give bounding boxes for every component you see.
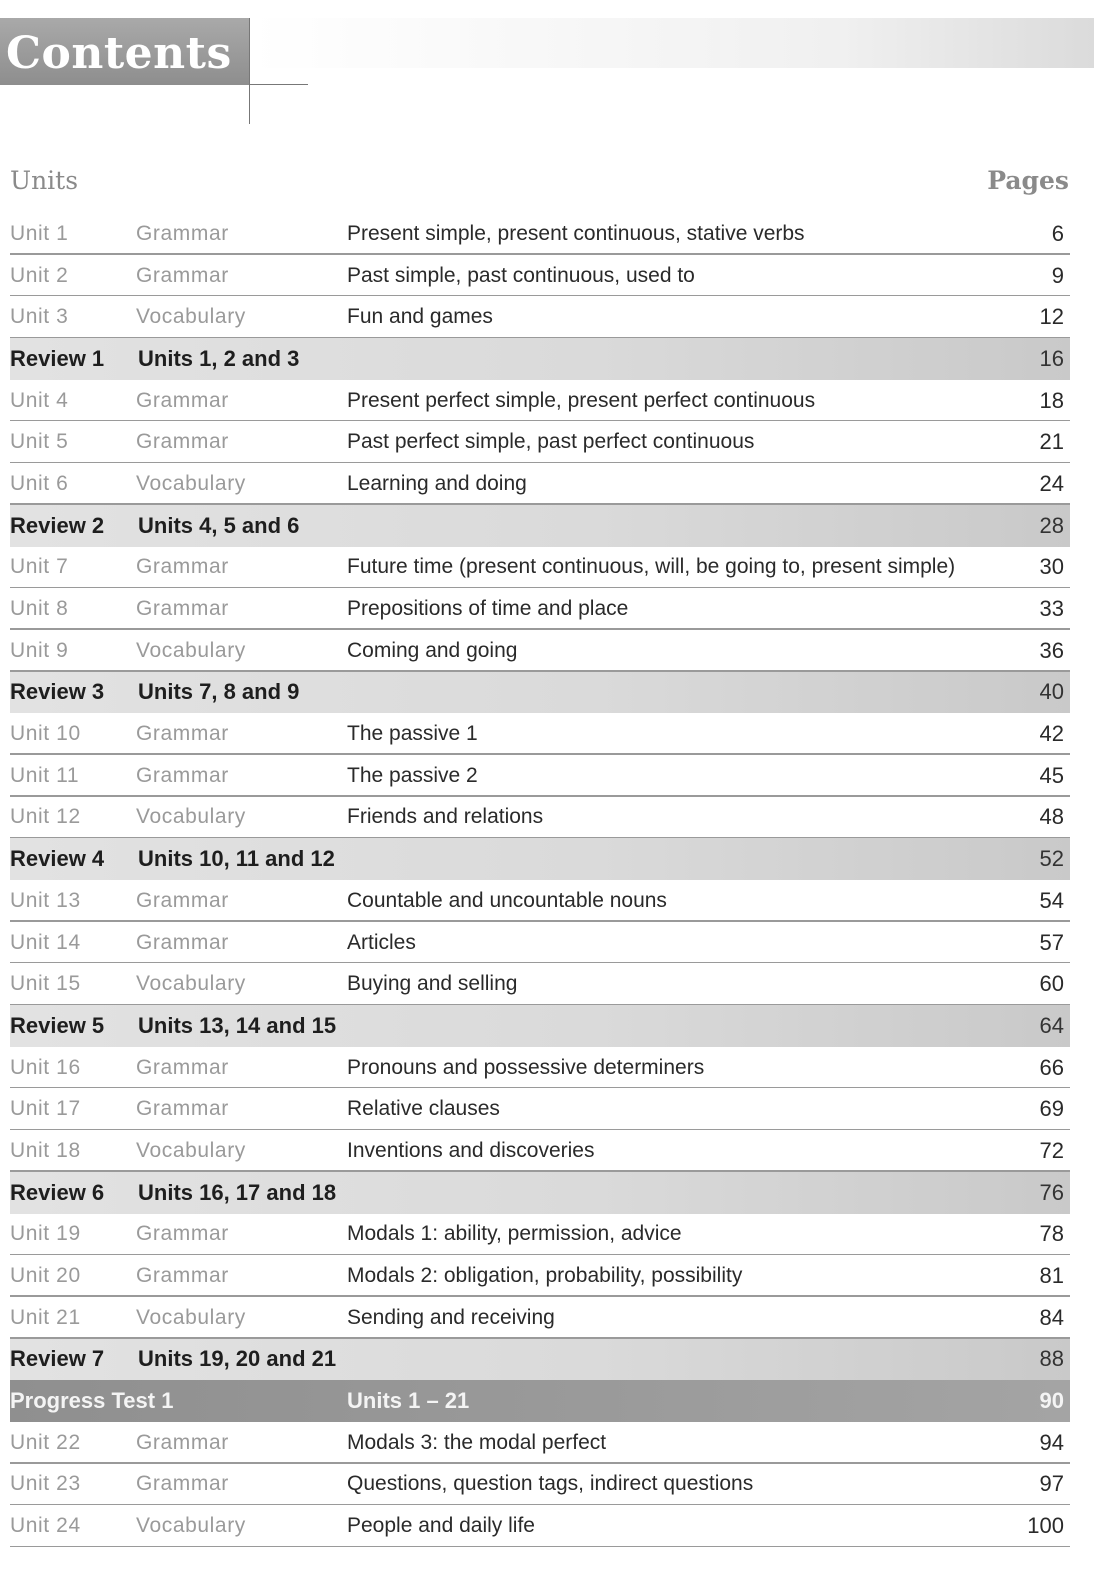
toc-page-number: 78: [1039, 1221, 1064, 1247]
toc-unit-row: [10, 1088, 1070, 1130]
toc-unit-row: [10, 1047, 1070, 1089]
toc-topic: Buying and selling: [347, 972, 518, 996]
toc-section-type: Grammar: [136, 763, 229, 787]
toc-topic: Present perfect simple, present perfect continuous: [347, 388, 816, 412]
toc-unit-row: [10, 213, 1070, 255]
toc-unit-row: [10, 797, 1070, 839]
toc-topic: Coming and going: [347, 638, 518, 662]
toc-review-row: [10, 505, 1070, 547]
toc-section-type: Grammar: [136, 1222, 229, 1246]
toc-unit-label: Unit 24: [10, 1514, 81, 1538]
toc-section-type: Grammar: [136, 555, 229, 579]
toc-unit-label: Unit 21: [10, 1305, 81, 1329]
toc-section-type: Vocabulary: [136, 972, 246, 996]
toc-section-type: Vocabulary: [136, 305, 246, 329]
toc-section-type: Grammar: [136, 1097, 229, 1121]
toc-page-number: 57: [1039, 929, 1064, 955]
toc-review-row: [10, 838, 1070, 880]
toc-topic: People and daily life: [347, 1514, 535, 1538]
toc-section-type: Units 10, 11 and 12: [138, 846, 335, 872]
toc-page-number: 24: [1039, 470, 1064, 496]
toc-section-type: Units 19, 20 and 21: [138, 1346, 337, 1372]
toc-unit-label: Unit 1: [10, 221, 69, 245]
toc-topic: Friends and relations: [347, 805, 544, 829]
units-column-header: Units: [10, 166, 79, 195]
table-of-contents: [10, 213, 1070, 1547]
toc-page-number: 21: [1039, 429, 1064, 455]
toc-page-number: 90: [1039, 1388, 1064, 1414]
toc-section-type: Grammar: [136, 1430, 229, 1454]
toc-topic: The passive 1: [347, 722, 478, 746]
toc-page-number: 94: [1039, 1429, 1064, 1455]
toc-topic: Past perfect simple, past perfect continuous: [347, 430, 755, 454]
toc-unit-row: [10, 1255, 1070, 1297]
toc-page-number: 100: [1027, 1513, 1064, 1539]
toc-unit-label: Unit 10: [10, 722, 81, 746]
toc-page-number: 48: [1039, 804, 1064, 830]
toc-unit-row: [10, 1464, 1070, 1506]
toc-topic: Future time (present continuous, will, be going to, present simple): [347, 555, 956, 579]
toc-unit-label: Unit 17: [10, 1097, 81, 1121]
toc-page-number: 76: [1039, 1179, 1064, 1205]
toc-section-type: Units 13, 14 and 15: [138, 1012, 337, 1038]
toc-review-row: [10, 1339, 1070, 1381]
toc-topic: Sending and receiving: [347, 1305, 555, 1329]
toc-page-number: 6: [1051, 220, 1064, 246]
page-title: Contents: [6, 28, 232, 79]
title-divider-vertical: [249, 18, 250, 124]
toc-section-type: Vocabulary: [136, 1138, 246, 1162]
toc-topic: Questions, question tags, indirect questions: [347, 1472, 754, 1496]
toc-section-type: Grammar: [136, 221, 229, 245]
toc-review-row: [10, 1172, 1070, 1214]
toc-unit-label: Review 1: [10, 345, 105, 371]
toc-unit-label: Unit 15: [10, 972, 81, 996]
toc-unit-label: Unit 9: [10, 638, 69, 662]
toc-unit-row: [10, 1214, 1070, 1256]
toc-topic: Units 1 – 21: [347, 1388, 470, 1414]
toc-unit-label: Review 4: [10, 846, 105, 872]
toc-unit-label: Unit 22: [10, 1430, 81, 1454]
toc-section-type: Units 16, 17 and 18: [138, 1179, 337, 1205]
toc-unit-label: Progress Test 1: [10, 1388, 174, 1414]
toc-unit-label: Unit 20: [10, 1264, 81, 1288]
toc-unit-label: Unit 16: [10, 1055, 81, 1079]
title-band: [0, 18, 250, 85]
toc-topic: Past simple, past continuous, used to: [347, 263, 695, 287]
toc-unit-label: Unit 7: [10, 555, 69, 579]
toc-page-number: 84: [1039, 1304, 1064, 1330]
toc-unit-row: [10, 755, 1070, 797]
toc-unit-label: Unit 23: [10, 1472, 81, 1496]
toc-unit-label: Review 2: [10, 512, 105, 538]
toc-unit-label: Review 5: [10, 1012, 105, 1038]
toc-unit-row: [10, 630, 1070, 672]
toc-topic: Prepositions of time and place: [347, 597, 629, 621]
toc-unit-label: Unit 6: [10, 471, 69, 495]
toc-topic: Inventions and discoveries: [347, 1138, 595, 1162]
toc-unit-label: Unit 19: [10, 1222, 81, 1246]
toc-section-type: Vocabulary: [136, 638, 246, 662]
toc-unit-row: [10, 963, 1070, 1005]
toc-section-type: Vocabulary: [136, 805, 246, 829]
toc-topic: Countable and uncountable nouns: [347, 888, 667, 912]
toc-unit-row: [10, 588, 1070, 630]
toc-unit-label: Unit 18: [10, 1138, 81, 1162]
toc-page-number: 33: [1039, 596, 1064, 622]
toc-unit-label: Unit 8: [10, 597, 69, 621]
toc-page-number: 9: [1051, 262, 1064, 288]
toc-page-number: 72: [1039, 1137, 1064, 1163]
toc-section-type: Vocabulary: [136, 1514, 246, 1538]
toc-page-number: 60: [1039, 971, 1064, 997]
toc-page-number: 97: [1039, 1471, 1064, 1497]
toc-unit-row: [10, 922, 1070, 964]
toc-page-number: 81: [1039, 1263, 1064, 1289]
toc-section-type: Vocabulary: [136, 1305, 246, 1329]
toc-section-type: Grammar: [136, 388, 229, 412]
toc-page-number: 28: [1039, 512, 1064, 538]
toc-page-number: 30: [1039, 554, 1064, 580]
toc-unit-row: [10, 421, 1070, 463]
toc-unit-row: [10, 463, 1070, 505]
toc-unit-label: Review 6: [10, 1179, 105, 1205]
toc-unit-row: [10, 380, 1070, 422]
toc-section-type: Grammar: [136, 263, 229, 287]
toc-section-type: Vocabulary: [136, 471, 246, 495]
toc-unit-row: [10, 1422, 1070, 1464]
toc-page-number: 12: [1039, 304, 1064, 330]
toc-unit-row: [10, 1130, 1070, 1172]
toc-unit-label: Unit 2: [10, 263, 69, 287]
toc-section-type: Grammar: [136, 722, 229, 746]
toc-page-number: 40: [1039, 679, 1064, 705]
toc-unit-row: [10, 880, 1070, 922]
toc-unit-row: [10, 713, 1070, 755]
toc-page-number: 54: [1039, 887, 1064, 913]
toc-unit-label: Unit 4: [10, 388, 69, 412]
toc-topic: Pronouns and possessive determiners: [347, 1055, 705, 1079]
toc-page-number: 88: [1039, 1346, 1064, 1372]
toc-topic: Learning and doing: [347, 471, 527, 495]
toc-section-type: Grammar: [136, 430, 229, 454]
toc-page-number: 42: [1039, 721, 1064, 747]
toc-page-number: 18: [1039, 387, 1064, 413]
toc-section-type: Grammar: [136, 1055, 229, 1079]
toc-review-row: [10, 338, 1070, 380]
toc-unit-label: Review 7: [10, 1346, 105, 1372]
toc-topic: Modals 2: obligation, probability, possibility: [347, 1264, 743, 1288]
toc-topic: Present simple, present continuous, stative verbs: [347, 221, 805, 245]
toc-page-number: 36: [1039, 637, 1064, 663]
toc-section-type: Grammar: [136, 597, 229, 621]
toc-section-type: Grammar: [136, 1472, 229, 1496]
header-texture: [251, 18, 1094, 68]
toc-topic: Modals 3: the modal perfect: [347, 1430, 607, 1454]
toc-unit-label: Unit 14: [10, 930, 81, 954]
toc-section-type: Units 4, 5 and 6: [138, 512, 300, 538]
toc-section-type: Grammar: [136, 888, 229, 912]
toc-unit-row: [10, 255, 1070, 297]
toc-section-type: Grammar: [136, 1264, 229, 1288]
toc-page-number: 69: [1039, 1096, 1064, 1122]
toc-review-row: [10, 672, 1070, 714]
toc-page-number: 64: [1039, 1012, 1064, 1038]
toc-section-type: Grammar: [136, 930, 229, 954]
toc-topic: The passive 2: [347, 763, 478, 787]
toc-unit-label: Unit 12: [10, 805, 81, 829]
toc-unit-label: Review 3: [10, 679, 105, 705]
toc-unit-label: Unit 11: [10, 763, 80, 787]
pages-column-header: Pages: [987, 166, 1069, 195]
toc-section-type: Units 1, 2 and 3: [138, 345, 300, 371]
title-divider-horizontal: [250, 84, 308, 85]
toc-topic: Fun and games: [347, 305, 493, 329]
toc-topic: Articles: [347, 930, 416, 954]
toc-page-number: 52: [1039, 846, 1064, 872]
toc-topic: Relative clauses: [347, 1097, 500, 1121]
toc-unit-row: [10, 1297, 1070, 1339]
toc-unit-label: Unit 3: [10, 305, 69, 329]
toc-page-number: 45: [1039, 762, 1064, 788]
toc-topic: Modals 1: ability, permission, advice: [347, 1222, 682, 1246]
toc-progress-test-row: [10, 1380, 1070, 1422]
toc-unit-row: [10, 1505, 1070, 1547]
toc-unit-row: [10, 547, 1070, 589]
toc-page-number: 16: [1039, 345, 1064, 371]
toc-section-type: Units 7, 8 and 9: [138, 679, 300, 705]
toc-review-row: [10, 1005, 1070, 1047]
toc-page-number: 66: [1039, 1054, 1064, 1080]
toc-unit-label: Unit 5: [10, 430, 69, 454]
toc-unit-row: [10, 296, 1070, 338]
toc-unit-label: Unit 13: [10, 888, 81, 912]
